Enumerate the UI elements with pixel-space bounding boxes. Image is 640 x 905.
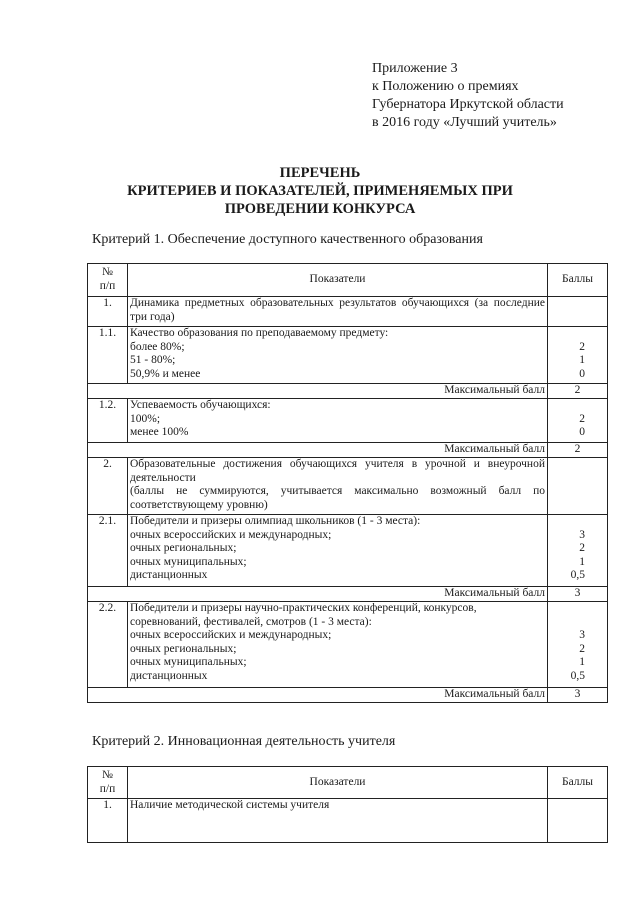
row-number: 1.1.: [88, 327, 128, 384]
criterion-2-table: [87, 766, 608, 843]
header-num: № п/п: [88, 767, 128, 799]
table-row: [88, 602, 608, 688]
row-points: [548, 297, 608, 327]
table-header-row: [88, 767, 608, 799]
row-number: 1.2.: [88, 399, 128, 443]
table-row: [88, 327, 608, 384]
title-line: ПЕРЕЧЕНЬ: [279, 165, 361, 181]
row-indicator: Наличие методической системы учителя: [128, 799, 548, 843]
row-points: 2 1 0: [548, 327, 608, 384]
header-points: Баллы: [548, 264, 608, 297]
max-score-row: [88, 443, 608, 458]
max-score-row: [88, 587, 608, 602]
row-indicator: Победители и призеры научно-практических конференций, конкурсов, соревнований, фестивалей, смотров (1 - 3 места): очных всероссийских и международных; очных региональных; очных муниципальных; дистанционных: [128, 602, 548, 688]
appendix-line: к Положению о премиях: [372, 79, 519, 94]
row-number: 1.: [88, 799, 128, 843]
appendix-line: Губернатора Иркутской области: [372, 97, 564, 112]
row-points: [548, 458, 608, 515]
max-score-row: [88, 688, 608, 703]
appendix-note: [372, 60, 632, 132]
title-line: КРИТЕРИЕВ И ПОКАЗАТЕЛЕЙ, ПРИМЕНЯЕМЫХ ПРИ: [127, 183, 513, 199]
header-indicators: Показатели: [128, 767, 548, 799]
row-points: 3 2 1 0,5: [548, 602, 608, 688]
header-indicators: Показатели: [128, 264, 548, 297]
table-row: [88, 799, 608, 843]
row-indicator: Качество образования по преподаваемому предмету: более 80%; 51 - 80%; 50,9% и менее: [128, 327, 548, 384]
row-points: 3 2 1 0,5: [548, 515, 608, 587]
row-indicator: Динамика предметных образовательных результатов обучающихся (за последние три года): [128, 297, 548, 327]
row-indicator: Победители и призеры олимпиад школьников (1 - 3 места): очных всероссийских и международных; очных региональных; очных муниципальных; дистанционных: [128, 515, 548, 587]
max-score-row: [88, 384, 608, 399]
table-row: [88, 297, 608, 327]
table-row: [88, 515, 608, 587]
row-points: 2 0: [548, 399, 608, 443]
document-title: [0, 164, 640, 218]
max-score-value: 2: [548, 384, 608, 399]
max-score-value: 3: [548, 587, 608, 602]
row-number: 2.: [88, 458, 128, 515]
appendix-line: в 2016 году «Лучший учитель»: [372, 115, 557, 130]
table-row: [88, 399, 608, 443]
criterion-1-heading: Критерий 1. Обеспечение доступного качественного образования: [92, 232, 483, 247]
max-score-value: 2: [548, 443, 608, 458]
max-score-label: Максимальный балл: [88, 587, 548, 602]
table-row: [88, 458, 608, 515]
header-points: Баллы: [548, 767, 608, 799]
row-number: 2.1.: [88, 515, 128, 587]
row-number: 2.2.: [88, 602, 128, 688]
criterion-1-table: [87, 263, 608, 703]
row-indicator: Образовательные достижения обучающихся учителя в урочной и внеурочной деятельности (баллы не суммируются, учитывается максимально возможный балл по соответствующему уровню): [128, 458, 548, 515]
title-line: ПРОВЕДЕНИИ КОНКУРСА: [224, 201, 416, 217]
max-score-label: Максимальный балл: [88, 688, 548, 703]
max-score-label: Максимальный балл: [88, 443, 548, 458]
row-indicator: Успеваемость обучающихся: 100%; менее 100%: [128, 399, 548, 443]
appendix-line: Приложение 3: [372, 61, 458, 76]
max-score-label: Максимальный балл: [88, 384, 548, 399]
row-number: 1.: [88, 297, 128, 327]
row-points: [548, 799, 608, 843]
header-num: № п/п: [88, 264, 128, 297]
max-score-value: 3: [548, 688, 608, 703]
criterion-2-heading: Критерий 2. Инновационная деятельность учителя: [92, 734, 396, 749]
table-header-row: [88, 264, 608, 297]
